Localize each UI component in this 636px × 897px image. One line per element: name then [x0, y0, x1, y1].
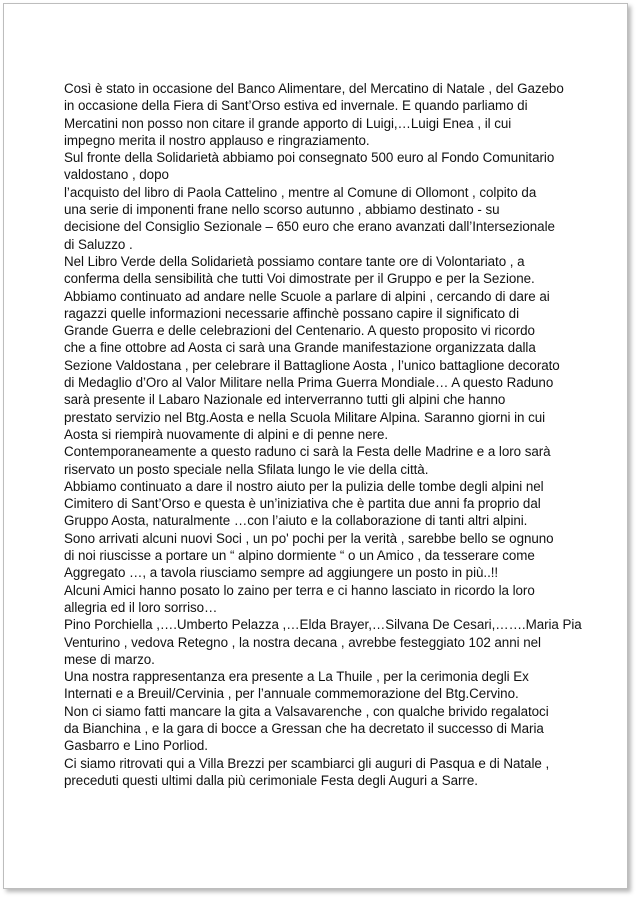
- text-line: Una nostra rappresentanza era presente a La Thuile , per la cerimonia degli Ex: [64, 669, 529, 685]
- text-line: che a fine ottobre ad Aosta ci sarà una Grande manifestazione organizzata dalla: [64, 340, 536, 356]
- text-line: una serie di imponenti frane nello scorso autunno , abbiamo destinato - su: [64, 202, 500, 218]
- document-page: [3, 3, 628, 889]
- text-line: Sul fronte della Solidarietà abbiamo poi consegnato 500 euro al Fondo Comunitario: [64, 150, 555, 166]
- text-line: valdostano , dopo: [64, 167, 169, 183]
- text-line: decisione del Consiglio Sezionale – 650 euro che erano avanzati dall’Intersezionale: [64, 219, 555, 235]
- text-line: mese di marzo.: [64, 651, 155, 667]
- text-line: Contemporaneamente a questo raduno ci sarà la Festa delle Madrine e a loro sarà: [64, 444, 551, 460]
- text-line: di Saluzzo .: [64, 236, 133, 252]
- text-line: Sono arrivati alcuni nuovi Soci , un po' pochi per la verità , sarebbe bello se ognuno: [64, 530, 554, 546]
- text-line: impegno merita il nostro applauso e ringraziamento.: [64, 132, 370, 148]
- text-line: Pino Porchiella ,….Umberto Pelazza ,…Elda Brayer,…Silvana De Cesari,…….Maria Pia: [64, 617, 582, 633]
- text-line: ragazzi quelle informazioni necessarie affinchè possano capire il significato di: [64, 305, 520, 321]
- text-line: Grande Guerra e delle celebrazioni del Centenario. A questo proposito vi ricordo: [64, 323, 535, 339]
- text-line: Così è stato in occasione del Banco Alimentare, del Mercatino di Natale , del Gazebo: [64, 81, 564, 96]
- document-body-text: [64, 80, 584, 789]
- text-line: Abbiamo continuato ad andare nelle Scuole a parlare di alpini , cercando di dare ai: [64, 288, 550, 304]
- text-line: Cimitero di Sant’Orso e questa è un’iniziativa che è partita due anni fa proprio dal: [64, 496, 541, 512]
- text-line: Non ci siamo fatti mancare la gita a Valsavarenche , con qualche brivido regalatoci: [64, 703, 549, 719]
- text-line: Aosta si riempirà nuovamente di alpini e di penne nere.: [64, 426, 389, 442]
- text-line: Abbiamo continuato a dare il nostro aiuto per la pulizia delle tombe degli alpini nel: [64, 478, 544, 494]
- text-line: in occasione della Fiera di Sant’Orso estiva ed invernale. E quando parliamo di: [64, 98, 528, 114]
- text-line: Aggregato …, a tavola riusciamo sempre ad aggiungere un posto in più..!!: [64, 565, 499, 581]
- text-line: Internati e a Breuil/Cervinia , per l’annuale commemorazione del Btg.Cervino.: [64, 686, 519, 702]
- text-line: Sezione Valdostana , per celebrare il Battaglione Aosta , l’unico battaglione decorato: [64, 357, 560, 373]
- text-line: da Bianchina , e la gara di bocce a Gressan che ha decretato il successo di Maria: [64, 720, 544, 736]
- text-line: prestato servizio nel Btg.Aosta e nella Scuola Militare Alpina. Saranno giorni in cui: [64, 409, 546, 425]
- text-line: preceduti questi ultimi dalla più cerimoniale Festa degli Auguri a Sarre.: [64, 772, 478, 788]
- text-line: allegria ed il loro sorriso…: [64, 599, 218, 615]
- text-line: Mercatini non posso non citare il grande apporto di Luigi,…Luigi Enea , il cui: [64, 115, 512, 131]
- text-line: Venturino , vedova Retegno , la nostra decana , avrebbe festeggiato 102 anni nel: [64, 634, 541, 650]
- text-line: riservato un posto speciale nella Sfilata lungo le vie della città.: [64, 461, 429, 477]
- text-line: Gasbarro e Lino Porliod.: [64, 738, 208, 754]
- text-line: Gruppo Aosta, naturalmente …con l’aiuto e la collaborazione di tanti altri alpini.: [64, 513, 528, 529]
- text-line: conferma della sensibilità che tutti Voi dimostrate per il Gruppo e per la Sezione.: [64, 271, 535, 287]
- text-line: Ci siamo ritrovati qui a Villa Brezzi per scambiarci gli auguri di Pasqua e di Natale ,: [64, 755, 550, 771]
- text-line: di Medaglio d’Oro al Valor Militare nella Prima Guerra Mondiale… A questo Raduno: [64, 375, 554, 391]
- text-line: l’acquisto del libro di Paola Cattelino , mentre al Comune di Ollomont , colpito da: [64, 184, 537, 200]
- text-line: Nel Libro Verde della Solidarietà possiamo contare tante ore di Volontariato , a: [64, 253, 525, 269]
- text-line: di noi riuscisse a portare un “ alpino dormiente “ o un Amico , da tesserare come: [64, 548, 535, 564]
- text-line: sarà presente il Labaro Nazionale ed interverranno tutti gli alpini che hanno: [64, 392, 506, 408]
- text-line: Alcuni Amici hanno posato lo zaino per terra e ci hanno lasciato in ricordo la loro: [64, 582, 535, 598]
